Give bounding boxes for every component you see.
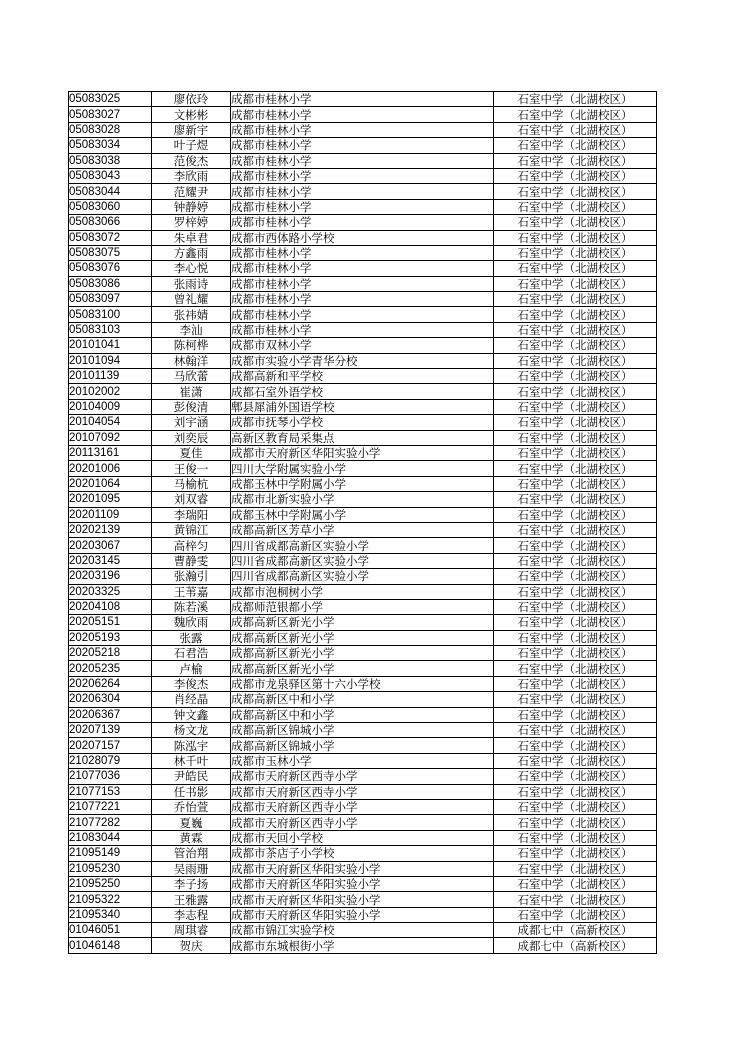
student-name-cell: 曹静雯 bbox=[152, 553, 231, 568]
student-name-cell: 吴雨珊 bbox=[152, 861, 231, 876]
admitted-school-cell: 石室中学（北湖校区） bbox=[494, 692, 657, 707]
student-id-cell: 20206264 bbox=[69, 676, 152, 691]
admitted-school-cell: 石室中学（北湖校区） bbox=[494, 92, 657, 107]
admitted-school-cell: 石室中学（北湖校区） bbox=[494, 846, 657, 861]
table-row bbox=[69, 661, 657, 676]
admitted-school-cell: 石室中学（北湖校区） bbox=[494, 369, 657, 384]
admitted-school-cell: 石室中学（北湖校区） bbox=[494, 723, 657, 738]
table-row bbox=[69, 138, 657, 153]
student-name-cell: 钟文鑫 bbox=[152, 707, 231, 722]
primary-school-cell: 成都市桂林小学 bbox=[231, 138, 494, 153]
student-name-cell: 马欣蕾 bbox=[152, 369, 231, 384]
student-id-cell: 21077282 bbox=[69, 815, 152, 830]
primary-school-cell: 成都市桂林小学 bbox=[231, 92, 494, 107]
table-row bbox=[69, 507, 657, 522]
admitted-school-cell: 石室中学（北湖校区） bbox=[494, 799, 657, 814]
student-name-cell: 李心悦 bbox=[152, 261, 231, 276]
student-id-cell: 20203145 bbox=[69, 553, 152, 568]
admitted-school-cell: 石室中学（北湖校区） bbox=[494, 122, 657, 137]
student-name-cell: 陈若溪 bbox=[152, 599, 231, 614]
admitted-school-cell: 石室中学（北湖校区） bbox=[494, 646, 657, 661]
primary-school-cell: 成都市龙泉驿区第十六小学校 bbox=[231, 676, 494, 691]
student-id-cell: 20201064 bbox=[69, 476, 152, 491]
primary-school-cell: 成都市天府新区西寺小学 bbox=[231, 799, 494, 814]
student-id-cell: 20201109 bbox=[69, 507, 152, 522]
primary-school-cell: 成都石室外语学校 bbox=[231, 384, 494, 399]
student-id-cell: 20102002 bbox=[69, 384, 152, 399]
admitted-school-cell: 石室中学（北湖校区） bbox=[494, 107, 657, 122]
student-id-cell: 05083027 bbox=[69, 107, 152, 122]
admitted-school-cell: 石室中学（北湖校区） bbox=[494, 138, 657, 153]
student-id-cell: 20201006 bbox=[69, 461, 152, 476]
table-row bbox=[69, 245, 657, 260]
primary-school-cell: 四川大学附属实验小学 bbox=[231, 461, 494, 476]
student-name-cell: 黄霖 bbox=[152, 830, 231, 845]
student-id-cell: 05083066 bbox=[69, 215, 152, 230]
primary-school-cell: 成都高新区新光小学 bbox=[231, 661, 494, 676]
admitted-school-cell: 石室中学（北湖校区） bbox=[494, 153, 657, 168]
student-id-cell: 21095322 bbox=[69, 892, 152, 907]
primary-school-cell: 成都市西体路小学校 bbox=[231, 230, 494, 245]
primary-school-cell: 成都师范银都小学 bbox=[231, 599, 494, 614]
student-id-cell: 20101094 bbox=[69, 353, 152, 368]
student-id-cell: 21095149 bbox=[69, 846, 152, 861]
student-id-cell: 05083034 bbox=[69, 138, 152, 153]
primary-school-cell: 成都玉林中学附属小学 bbox=[231, 507, 494, 522]
admitted-school-cell: 石室中学（北湖校区） bbox=[494, 738, 657, 753]
student-id-cell: 20113161 bbox=[69, 445, 152, 460]
table-row bbox=[69, 799, 657, 814]
admitted-school-cell: 石室中学（北湖校区） bbox=[494, 630, 657, 645]
student-id-cell: 20104054 bbox=[69, 415, 152, 430]
table-row bbox=[69, 384, 657, 399]
student-name-cell: 王苇嘉 bbox=[152, 584, 231, 599]
student-name-cell: 张露 bbox=[152, 630, 231, 645]
student-id-cell: 21077221 bbox=[69, 799, 152, 814]
student-id-cell: 20203196 bbox=[69, 569, 152, 584]
student-name-cell: 李欣雨 bbox=[152, 168, 231, 183]
admitted-school-cell: 石室中学（北湖校区） bbox=[494, 261, 657, 276]
admitted-school-cell: 石室中学（北湖校区） bbox=[494, 522, 657, 537]
primary-school-cell: 成都市双林小学 bbox=[231, 338, 494, 353]
table-row bbox=[69, 215, 657, 230]
student-name-cell: 李瑞阳 bbox=[152, 507, 231, 522]
table-row bbox=[69, 184, 657, 199]
table-row bbox=[69, 738, 657, 753]
admitted-school-cell: 石室中学（北湖校区） bbox=[494, 876, 657, 891]
admitted-school-cell: 石室中学（北湖校区） bbox=[494, 322, 657, 337]
student-id-cell: 05083100 bbox=[69, 307, 152, 322]
student-id-cell: 20203067 bbox=[69, 538, 152, 553]
student-id-cell: 05083028 bbox=[69, 122, 152, 137]
student-name-cell: 刘双睿 bbox=[152, 492, 231, 507]
table-row bbox=[69, 107, 657, 122]
student-id-cell: 20203325 bbox=[69, 584, 152, 599]
primary-school-cell: 成都市东城根街小学 bbox=[231, 938, 494, 953]
primary-school-cell: 成都市桂林小学 bbox=[231, 199, 494, 214]
admitted-school-cell: 石室中学（北湖校区） bbox=[494, 199, 657, 214]
student-name-cell: 钟静婷 bbox=[152, 199, 231, 214]
student-id-cell: 05083086 bbox=[69, 276, 152, 291]
primary-school-cell: 成都市桂林小学 bbox=[231, 307, 494, 322]
student-id-cell: 21077153 bbox=[69, 784, 152, 799]
admitted-school-cell: 石室中学（北湖校区） bbox=[494, 245, 657, 260]
student-name-cell: 周琪睿 bbox=[152, 923, 231, 938]
primary-school-cell: 成都市泡桐树小学 bbox=[231, 584, 494, 599]
student-name-cell: 刘奕辰 bbox=[152, 430, 231, 445]
student-name-cell: 夏巍 bbox=[152, 815, 231, 830]
student-name-cell: 王雅露 bbox=[152, 892, 231, 907]
table-row bbox=[69, 923, 657, 938]
table-row bbox=[69, 830, 657, 845]
admitted-school-cell: 石室中学（北湖校区） bbox=[494, 399, 657, 414]
student-name-cell: 张祎婧 bbox=[152, 307, 231, 322]
student-id-cell: 20202139 bbox=[69, 522, 152, 537]
table-row bbox=[69, 861, 657, 876]
student-name-cell: 范俊杰 bbox=[152, 153, 231, 168]
admitted-school-cell: 石室中学（北湖校区） bbox=[494, 707, 657, 722]
student-name-cell: 曾礼耀 bbox=[152, 292, 231, 307]
student-id-cell: 21083044 bbox=[69, 830, 152, 845]
table-row bbox=[69, 676, 657, 691]
admitted-school-cell: 石室中学（北湖校区） bbox=[494, 569, 657, 584]
admission-roster-table bbox=[68, 91, 657, 954]
student-name-cell: 王俊一 bbox=[152, 461, 231, 476]
table-row bbox=[69, 322, 657, 337]
admitted-school-cell: 成都七中（高新校区） bbox=[494, 923, 657, 938]
admitted-school-cell: 石室中学（北湖校区） bbox=[494, 415, 657, 430]
primary-school-cell: 成都市天府新区西寺小学 bbox=[231, 769, 494, 784]
primary-school-cell: 成都市天府新区华阳实验小学 bbox=[231, 445, 494, 460]
student-name-cell: 李志程 bbox=[152, 907, 231, 922]
student-name-cell: 陈泓宇 bbox=[152, 738, 231, 753]
student-name-cell: 黄锦江 bbox=[152, 522, 231, 537]
table-row bbox=[69, 692, 657, 707]
table-row bbox=[69, 476, 657, 491]
table-row bbox=[69, 707, 657, 722]
admitted-school-cell: 石室中学（北湖校区） bbox=[494, 753, 657, 768]
student-id-cell: 21028079 bbox=[69, 753, 152, 768]
table-row bbox=[69, 599, 657, 614]
admitted-school-cell: 石室中学（北湖校区） bbox=[494, 599, 657, 614]
student-id-cell: 05083025 bbox=[69, 92, 152, 107]
student-name-cell: 廖依玲 bbox=[152, 92, 231, 107]
primary-school-cell: 成都市天府新区华阳实验小学 bbox=[231, 876, 494, 891]
table-row bbox=[69, 876, 657, 891]
primary-school-cell: 成都高新区中和小学 bbox=[231, 692, 494, 707]
primary-school-cell: 成都市抚琴小学校 bbox=[231, 415, 494, 430]
admitted-school-cell: 石室中学（北湖校区） bbox=[494, 292, 657, 307]
primary-school-cell: 四川省成都高新区实验小学 bbox=[231, 569, 494, 584]
table-row bbox=[69, 584, 657, 599]
primary-school-cell: 成都市桂林小学 bbox=[231, 215, 494, 230]
table-row bbox=[69, 753, 657, 768]
admitted-school-cell: 石室中学（北湖校区） bbox=[494, 476, 657, 491]
table-row bbox=[69, 430, 657, 445]
student-id-cell: 01046051 bbox=[69, 923, 152, 938]
primary-school-cell: 成都市天府新区西寺小学 bbox=[231, 784, 494, 799]
primary-school-cell: 成都市桂林小学 bbox=[231, 184, 494, 199]
primary-school-cell: 成都市天府新区西寺小学 bbox=[231, 815, 494, 830]
table-row bbox=[69, 445, 657, 460]
primary-school-cell: 成都高新区新光小学 bbox=[231, 630, 494, 645]
table-row bbox=[69, 522, 657, 537]
admitted-school-cell: 石室中学（北湖校区） bbox=[494, 353, 657, 368]
primary-school-cell: 成都市桂林小学 bbox=[231, 153, 494, 168]
student-name-cell: 肖经晶 bbox=[152, 692, 231, 707]
table-row bbox=[69, 292, 657, 307]
primary-school-cell: 成都市桂林小学 bbox=[231, 245, 494, 260]
primary-school-cell: 成都市天府新区华阳实验小学 bbox=[231, 892, 494, 907]
primary-school-cell: 四川省成都高新区实验小学 bbox=[231, 553, 494, 568]
admitted-school-cell: 石室中学（北湖校区） bbox=[494, 615, 657, 630]
student-name-cell: 李俊杰 bbox=[152, 676, 231, 691]
table-row bbox=[69, 415, 657, 430]
student-id-cell: 20205151 bbox=[69, 615, 152, 630]
student-name-cell: 彭俊清 bbox=[152, 399, 231, 414]
student-id-cell: 21095230 bbox=[69, 861, 152, 876]
table-row bbox=[69, 892, 657, 907]
admitted-school-cell: 石室中学（北湖校区） bbox=[494, 276, 657, 291]
admitted-school-cell: 石室中学（北湖校区） bbox=[494, 769, 657, 784]
table-row bbox=[69, 122, 657, 137]
student-name-cell: 高梓匀 bbox=[152, 538, 231, 553]
admitted-school-cell: 石室中学（北湖校区） bbox=[494, 461, 657, 476]
student-id-cell: 20206304 bbox=[69, 692, 152, 707]
table-row bbox=[69, 784, 657, 799]
student-id-cell: 01046148 bbox=[69, 938, 152, 953]
table-row bbox=[69, 338, 657, 353]
admitted-school-cell: 石室中学（北湖校区） bbox=[494, 430, 657, 445]
student-id-cell: 20206367 bbox=[69, 707, 152, 722]
table-row bbox=[69, 907, 657, 922]
table-row bbox=[69, 646, 657, 661]
table-row bbox=[69, 461, 657, 476]
table-row bbox=[69, 276, 657, 291]
admitted-school-cell: 石室中学（北湖校区） bbox=[494, 830, 657, 845]
primary-school-cell: 成都市桂林小学 bbox=[231, 292, 494, 307]
primary-school-cell: 成都高新区锦城小学 bbox=[231, 738, 494, 753]
primary-school-cell: 成都高新区锦城小学 bbox=[231, 723, 494, 738]
primary-school-cell: 成都市北新实验小学 bbox=[231, 492, 494, 507]
admitted-school-cell: 石室中学（北湖校区） bbox=[494, 168, 657, 183]
student-id-cell: 20207139 bbox=[69, 723, 152, 738]
primary-school-cell: 成都市茶店子小学校 bbox=[231, 846, 494, 861]
table-row bbox=[69, 615, 657, 630]
student-id-cell: 20101139 bbox=[69, 369, 152, 384]
student-name-cell: 石君浩 bbox=[152, 646, 231, 661]
student-name-cell: 管治翔 bbox=[152, 846, 231, 861]
primary-school-cell: 成都玉林中学附属小学 bbox=[231, 476, 494, 491]
student-name-cell: 卢榆 bbox=[152, 661, 231, 676]
primary-school-cell: 成都市桂林小学 bbox=[231, 276, 494, 291]
student-name-cell: 刘宇涵 bbox=[152, 415, 231, 430]
primary-school-cell: 成都市天回小学校 bbox=[231, 830, 494, 845]
admitted-school-cell: 石室中学（北湖校区） bbox=[494, 892, 657, 907]
student-name-cell: 廖新宇 bbox=[152, 122, 231, 137]
primary-school-cell: 成都市桂林小学 bbox=[231, 168, 494, 183]
admitted-school-cell: 石室中学（北湖校区） bbox=[494, 230, 657, 245]
student-name-cell: 马榆杭 bbox=[152, 476, 231, 491]
table-row bbox=[69, 261, 657, 276]
student-id-cell: 20104009 bbox=[69, 399, 152, 414]
admitted-school-cell: 石室中学（北湖校区） bbox=[494, 184, 657, 199]
student-name-cell: 林翰洋 bbox=[152, 353, 231, 368]
table-row bbox=[69, 769, 657, 784]
primary-school-cell: 成都市桂林小学 bbox=[231, 261, 494, 276]
primary-school-cell: 成都市天府新区华阳实验小学 bbox=[231, 861, 494, 876]
student-id-cell: 05083072 bbox=[69, 230, 152, 245]
admitted-school-cell: 石室中学（北湖校区） bbox=[494, 861, 657, 876]
student-id-cell: 20101041 bbox=[69, 338, 152, 353]
roster-body bbox=[69, 92, 657, 954]
student-name-cell: 尹皓民 bbox=[152, 769, 231, 784]
student-name-cell: 张瀚引 bbox=[152, 569, 231, 584]
student-id-cell: 05083097 bbox=[69, 292, 152, 307]
student-name-cell: 方鑫雨 bbox=[152, 245, 231, 260]
student-id-cell: 05083076 bbox=[69, 261, 152, 276]
student-name-cell: 李汕 bbox=[152, 322, 231, 337]
student-name-cell: 任书影 bbox=[152, 784, 231, 799]
table-row bbox=[69, 353, 657, 368]
student-id-cell: 20107092 bbox=[69, 430, 152, 445]
table-row bbox=[69, 399, 657, 414]
table-row bbox=[69, 553, 657, 568]
admitted-school-cell: 石室中学（北湖校区） bbox=[494, 784, 657, 799]
primary-school-cell: 成都市桂林小学 bbox=[231, 122, 494, 137]
table-row bbox=[69, 938, 657, 953]
student-id-cell: 05083043 bbox=[69, 168, 152, 183]
student-name-cell: 罗梓婷 bbox=[152, 215, 231, 230]
student-id-cell: 20207157 bbox=[69, 738, 152, 753]
table-row bbox=[69, 92, 657, 107]
table-row bbox=[69, 153, 657, 168]
primary-school-cell: 成都市锦江实验学校 bbox=[231, 923, 494, 938]
student-name-cell: 林千叶 bbox=[152, 753, 231, 768]
student-name-cell: 文彬彬 bbox=[152, 107, 231, 122]
student-id-cell: 21077036 bbox=[69, 769, 152, 784]
admitted-school-cell: 石室中学（北湖校区） bbox=[494, 907, 657, 922]
student-name-cell: 李子扬 bbox=[152, 876, 231, 891]
student-name-cell: 陈柯桦 bbox=[152, 338, 231, 353]
primary-school-cell: 成都市玉林小学 bbox=[231, 753, 494, 768]
primary-school-cell: 四川省成都高新区实验小学 bbox=[231, 538, 494, 553]
student-id-cell: 05083103 bbox=[69, 322, 152, 337]
table-row bbox=[69, 369, 657, 384]
student-name-cell: 张雨诗 bbox=[152, 276, 231, 291]
primary-school-cell: 成都市实验小学青华分校 bbox=[231, 353, 494, 368]
admitted-school-cell: 石室中学（北湖校区） bbox=[494, 553, 657, 568]
student-name-cell: 范耀尹 bbox=[152, 184, 231, 199]
table-row bbox=[69, 307, 657, 322]
table-row bbox=[69, 492, 657, 507]
primary-school-cell: 成都高新和平学校 bbox=[231, 369, 494, 384]
table-row bbox=[69, 168, 657, 183]
primary-school-cell: 郫县犀浦外国语学校 bbox=[231, 399, 494, 414]
student-name-cell: 崔潇 bbox=[152, 384, 231, 399]
admitted-school-cell: 石室中学（北湖校区） bbox=[494, 676, 657, 691]
table-row bbox=[69, 723, 657, 738]
primary-school-cell: 成都市桂林小学 bbox=[231, 107, 494, 122]
table-row bbox=[69, 199, 657, 214]
admitted-school-cell: 石室中学（北湖校区） bbox=[494, 384, 657, 399]
student-name-cell: 杨文龙 bbox=[152, 723, 231, 738]
admitted-school-cell: 石室中学（北湖校区） bbox=[494, 584, 657, 599]
student-id-cell: 20205235 bbox=[69, 661, 152, 676]
table-row bbox=[69, 815, 657, 830]
student-name-cell: 夏佳 bbox=[152, 445, 231, 460]
table-row bbox=[69, 538, 657, 553]
student-id-cell: 20205193 bbox=[69, 630, 152, 645]
primary-school-cell: 高新区教育局采集点 bbox=[231, 430, 494, 445]
admitted-school-cell: 石室中学（北湖校区） bbox=[494, 661, 657, 676]
student-name-cell: 叶子煜 bbox=[152, 138, 231, 153]
primary-school-cell: 成都高新区新光小学 bbox=[231, 646, 494, 661]
student-name-cell: 乔怡萱 bbox=[152, 799, 231, 814]
primary-school-cell: 成都市桂林小学 bbox=[231, 322, 494, 337]
primary-school-cell: 成都高新区芳草小学 bbox=[231, 522, 494, 537]
admitted-school-cell: 石室中学（北湖校区） bbox=[494, 507, 657, 522]
student-name-cell: 朱卓君 bbox=[152, 230, 231, 245]
admitted-school-cell: 石室中学（北湖校区） bbox=[494, 445, 657, 460]
primary-school-cell: 成都市天府新区华阳实验小学 bbox=[231, 907, 494, 922]
student-id-cell: 20204108 bbox=[69, 599, 152, 614]
student-id-cell: 20201095 bbox=[69, 492, 152, 507]
primary-school-cell: 成都高新区中和小学 bbox=[231, 707, 494, 722]
student-id-cell: 21095340 bbox=[69, 907, 152, 922]
admitted-school-cell: 石室中学（北湖校区） bbox=[494, 492, 657, 507]
table-row bbox=[69, 569, 657, 584]
student-id-cell: 05083038 bbox=[69, 153, 152, 168]
primary-school-cell: 成都高新区新光小学 bbox=[231, 615, 494, 630]
student-id-cell: 05083075 bbox=[69, 245, 152, 260]
admitted-school-cell: 石室中学（北湖校区） bbox=[494, 215, 657, 230]
table-row bbox=[69, 630, 657, 645]
table-row bbox=[69, 230, 657, 245]
admitted-school-cell: 石室中学（北湖校区） bbox=[494, 815, 657, 830]
student-id-cell: 05083060 bbox=[69, 199, 152, 214]
admitted-school-cell: 石室中学（北湖校区） bbox=[494, 538, 657, 553]
table-row bbox=[69, 846, 657, 861]
admitted-school-cell: 石室中学（北湖校区） bbox=[494, 307, 657, 322]
student-id-cell: 21095250 bbox=[69, 876, 152, 891]
student-name-cell: 魏欣雨 bbox=[152, 615, 231, 630]
student-id-cell: 05083044 bbox=[69, 184, 152, 199]
admitted-school-cell: 成都七中（高新校区） bbox=[494, 938, 657, 953]
admitted-school-cell: 石室中学（北湖校区） bbox=[494, 338, 657, 353]
student-id-cell: 20205218 bbox=[69, 646, 152, 661]
student-name-cell: 贺庆 bbox=[152, 938, 231, 953]
